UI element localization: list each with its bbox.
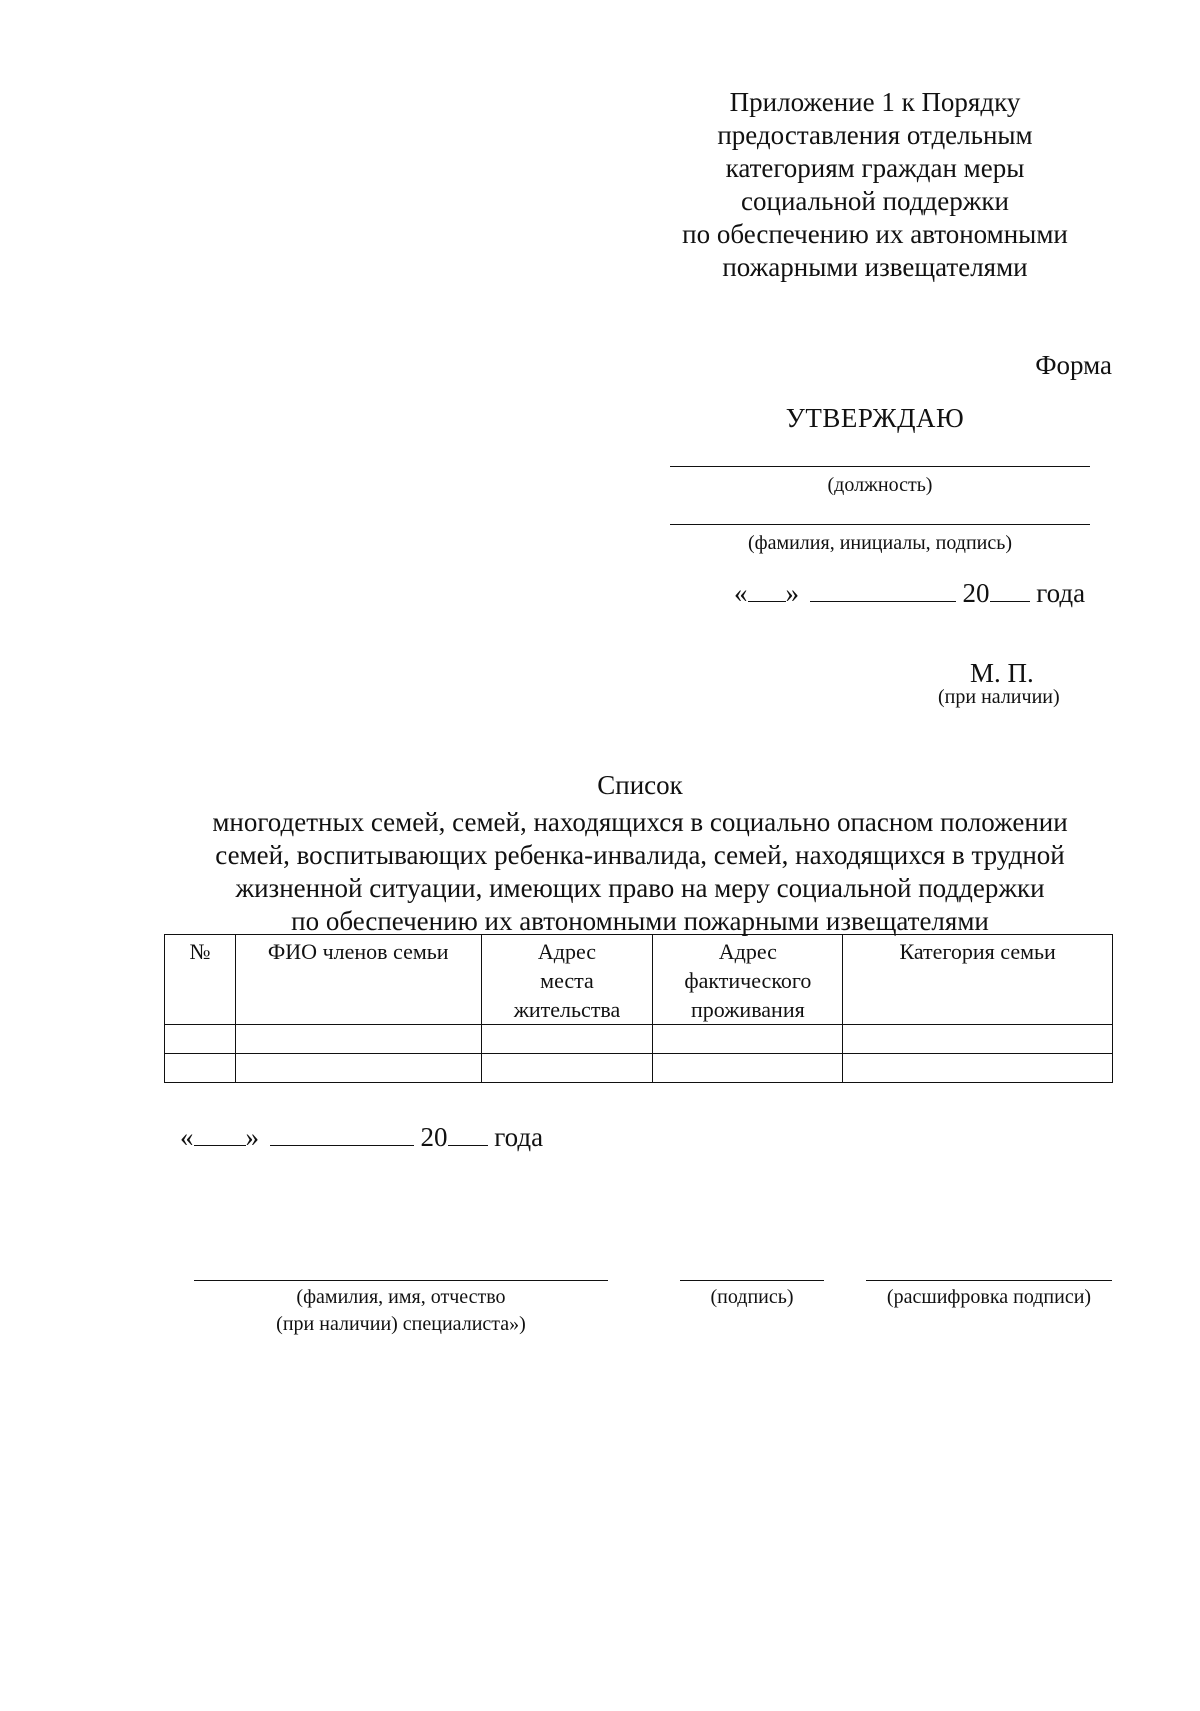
specialist-hint-line: (фамилия, имя, отчество — [296, 1286, 506, 1308]
table-cell[interactable] — [165, 1025, 236, 1054]
footer-date — [180, 1122, 543, 1153]
column-header-line: ФИО членов семьи — [267, 939, 449, 964]
table-row — [165, 1054, 1113, 1083]
appendix-header — [640, 86, 1110, 284]
list-subtitle-line: жизненной ситуации, имеющих право на меру социальной поддержки — [235, 873, 1045, 903]
table-cell[interactable] — [165, 1054, 236, 1083]
month-field[interactable] — [810, 579, 956, 602]
families-table — [164, 934, 1113, 1083]
approval-date — [734, 578, 1085, 609]
column-header-line: Адрес — [718, 939, 777, 964]
day-field[interactable] — [194, 1123, 246, 1146]
form-label: Форма — [1035, 350, 1112, 380]
date-close-quote: » — [245, 1122, 259, 1152]
specialist-name-hint — [194, 1284, 608, 1338]
list-subtitle — [160, 806, 1120, 938]
list-subtitle-line: по обеспечению их автономными пожарными извещателями — [291, 906, 989, 936]
column-header-line: проживания — [691, 997, 805, 1022]
seal-note: (при наличии) — [938, 686, 1060, 708]
signature-hint: (подпись) — [710, 1286, 794, 1308]
seal-label: М. П. — [970, 658, 1034, 688]
column-header-line: Адрес — [537, 939, 597, 964]
date-open-quote: « — [734, 578, 748, 608]
list-title: Список — [597, 770, 683, 800]
list-subtitle-line: многодетных семей, семей, находящихся в социально опасном положении — [212, 807, 1068, 837]
table-header-row — [165, 935, 1113, 1025]
table-cell[interactable] — [653, 1054, 843, 1083]
specialist-hint-line: (при наличии) специалиста») — [276, 1313, 526, 1335]
decoding-line[interactable] — [866, 1280, 1112, 1281]
appendix-line: пожарными извещателями — [722, 252, 1028, 282]
table-cell[interactable] — [653, 1025, 843, 1054]
column-header-line: № — [189, 939, 211, 964]
table-cell[interactable] — [843, 1025, 1113, 1054]
year-suffix: года — [494, 1122, 544, 1152]
column-header-line: места — [540, 968, 594, 993]
table-cell[interactable] — [235, 1025, 481, 1054]
date-close-quote: » — [785, 578, 799, 608]
column-header-line: жительства — [513, 997, 621, 1022]
column-header-family-category — [843, 935, 1113, 1025]
appendix-line: социальной поддержки — [741, 186, 1009, 216]
approve-heading: УТВЕРЖДАЮ — [785, 403, 965, 433]
month-field[interactable] — [270, 1123, 414, 1146]
year-suffix: года — [1036, 578, 1086, 608]
column-header-line: Категория семьи — [899, 939, 1056, 964]
position-hint: (должность) — [827, 474, 933, 496]
specialist-name-line[interactable] — [194, 1280, 608, 1281]
decoding-hint: (расшифровка подписи) — [886, 1286, 1092, 1308]
appendix-line: по обеспечению их автономными — [682, 219, 1068, 249]
position-line[interactable] — [670, 466, 1090, 467]
table-cell[interactable] — [235, 1054, 481, 1083]
year-prefix: 20 — [420, 1122, 448, 1152]
appendix-line: категориям граждан меры — [725, 153, 1025, 183]
name-signature-hint: (фамилия, инициалы, подпись) — [747, 532, 1013, 554]
table-row — [165, 1025, 1113, 1054]
column-header-actual-address — [653, 935, 843, 1025]
column-header-number — [165, 935, 236, 1025]
year-field[interactable] — [990, 579, 1030, 602]
table-cell[interactable] — [843, 1054, 1113, 1083]
table-cell[interactable] — [481, 1025, 653, 1054]
column-header-line: фактического — [684, 968, 812, 993]
table-cell[interactable] — [481, 1054, 653, 1083]
signature-line[interactable] — [680, 1280, 824, 1281]
appendix-line: предоставления отдельным — [717, 120, 1033, 150]
list-subtitle-line: семей, воспитывающих ребенка-инвалида, семей, находящихся в трудной — [215, 840, 1065, 870]
date-open-quote: « — [180, 1122, 194, 1152]
year-prefix: 20 — [962, 578, 990, 608]
column-header-residence-address — [481, 935, 653, 1025]
name-signature-line[interactable] — [670, 524, 1090, 525]
appendix-line: Приложение 1 к Порядку — [729, 87, 1021, 117]
day-field[interactable] — [748, 579, 786, 602]
year-field[interactable] — [448, 1123, 488, 1146]
column-header-family-members — [235, 935, 481, 1025]
